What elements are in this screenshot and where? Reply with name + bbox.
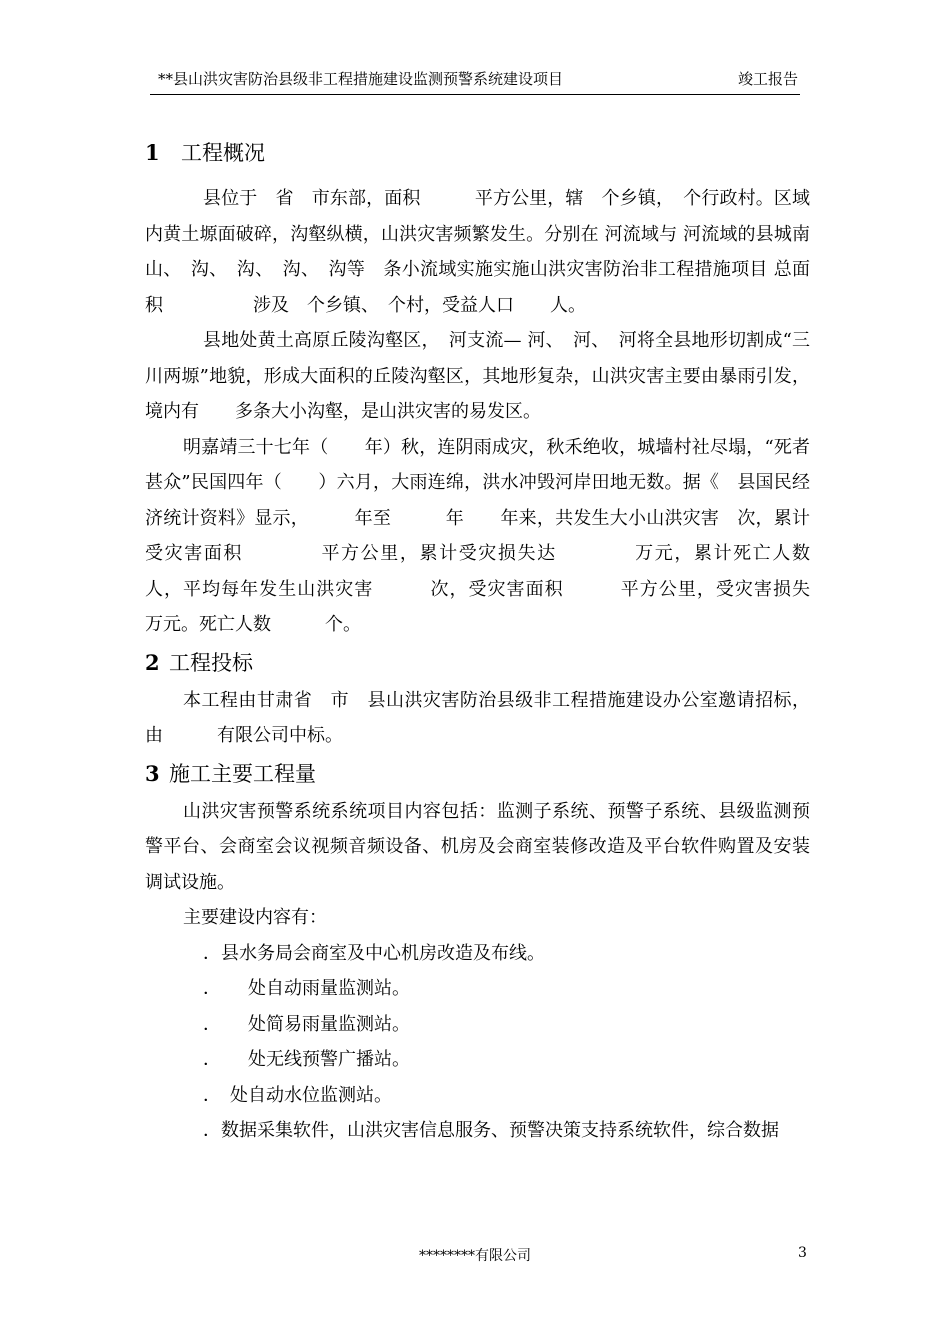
section-1-heading <box>145 133 810 173</box>
section-3-heading <box>145 754 810 794</box>
section-number: 2 <box>145 649 160 675</box>
list-item: ． 处简易雨量监测站。 <box>203 1013 410 1035</box>
paragraph: 主要建设内容有： <box>183 907 327 928</box>
footer-company: ********有限公司 <box>419 1248 531 1264</box>
section-2-heading <box>145 643 810 683</box>
section-title: 工程概况 <box>181 141 265 165</box>
paragraph: 县地处黄土高原丘陵沟壑区， 河支流— 河、 河、 河将全县地形切割成“三川两塬”地貌，形成大面积的丘陵沟壑区，其地形复杂，山洪灾害主要由暴雨引发，境内有 多条大小沟壑，是山洪灾害的易发区。 <box>145 330 810 422</box>
paragraph: 本工程由甘肃省 市 县山洪灾害防治县级非工程措施建设办公室邀请招标，由 有限公司中标。 <box>145 689 810 746</box>
page-body <box>145 133 882 1149</box>
section-title: 施工主要工程量 <box>169 761 316 786</box>
list-item: ． 处无线预警广播站。 <box>203 1049 410 1070</box>
list-item: ． 处自动雨量监测站。 <box>203 978 410 999</box>
section-number: 3 <box>145 760 160 786</box>
paragraph: 山洪灾害预警系统系统项目内容包括：监测子系统、预警子系统、县级监测预警平台、会商室会议视频音频设备、机房及会商室装修改造及平台软件购置及安装调试设施。 <box>145 800 810 893</box>
paragraph: 县位于 省 市东部，面积 平方公里，辖 个乡镇， 个行政村。区域内黄土塬面破碎，沟壑纵横，山洪灾害频繁发生。分别在 河流域与 河流域的县城南山、 沟、 沟、 沟、 沟等 条小流域实施实施山洪灾害防治非工程措施项目 总面积 涉及 个乡镇、 个村，受益人口 人。 <box>145 188 810 316</box>
list-item: ． 处自动水位监测站。 <box>203 1084 392 1106</box>
header-report-label: 竣工报告 <box>737 70 798 88</box>
paragraph: 明嘉靖三十七年（ 年）秋，连阴雨成灾，秋禾绝收，城墙村社尽塌，“死者甚众”民国四年（ ）六月，大雨连绵，洪水冲毁河岸田地无数。据《 县国民经济统计资料》显示， 年至 年 年来，共发生大小山洪灾害 次，累计受灾害面积 平方公里，累计受灾损失达 万元，累计死亡人数 人，平均每年发生山洪灾害 次，受灾害面积 平方公里，受灾害损失 万元。死亡人数 个。 <box>145 436 882 635</box>
page-number: 3 <box>798 1245 807 1261</box>
section-title: 工程投标 <box>169 650 253 675</box>
list-item: ．数据采集软件，山洪灾害信息服务、预警决策支持系统软件，综合数据 <box>203 1120 779 1141</box>
page-header <box>150 68 800 95</box>
list-item: ．县水务局会商室及中心机房改造及布线。 <box>203 942 545 964</box>
section-number: 1 <box>145 140 160 165</box>
header-title: **县山洪灾害防治县级非工程措施建设监测预警系统建设项目 <box>158 70 564 88</box>
